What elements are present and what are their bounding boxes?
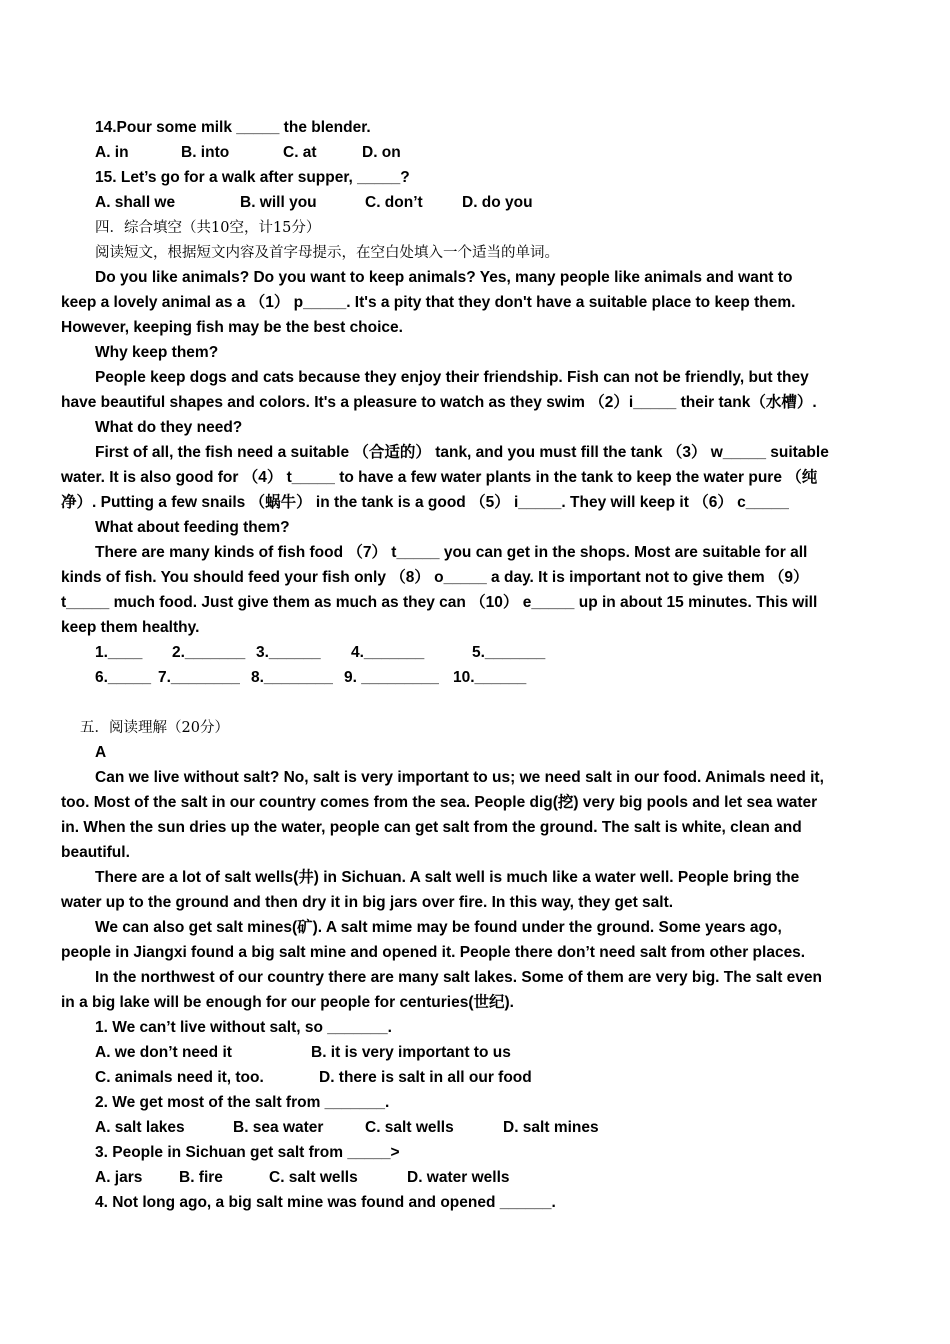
section4-line: First of all, the fish need a suitable （合适的） tank, and you must fill the tank （3） w_____ suitable [95, 444, 829, 461]
answer-blank: 9. _________ [344, 669, 439, 686]
q15-option-a: A. shall we [95, 194, 176, 211]
passage-label: A [95, 744, 107, 761]
passage-line: We can also get salt mines(矿). A salt mime may be found under the ground. Some years ago, [95, 919, 782, 936]
passage-line: in. When the sun dries up the water, people can get salt from the ground. The salt is white, clean and [61, 819, 802, 836]
section4-line: kinds of fish. You should feed your fish only （8） o_____ a day. It is important not to give them （9） [61, 569, 809, 586]
passage-line: people in Jiangxi found a big salt mine and opened it. People there don’t need salt from other places. [61, 944, 806, 961]
passage-line: There are a lot of salt wells(井) in Sichuan. A salt well is much like a water well. People bring the [95, 869, 800, 886]
passage-line: Can we live without salt? No, salt is very important to us; we need salt in our food. Animals need it, [95, 769, 824, 786]
question-1-options-row2 [95, 1068, 895, 1088]
question-2-option-b: B. sea water [233, 1119, 324, 1136]
q15-option-d: D. do you [462, 194, 533, 211]
answer-blank: 10.______ [453, 669, 527, 686]
passage-line: too. Most of the salt in our country comes from the sea. People dig(挖) very big pools and let sea water [61, 794, 818, 811]
section4-line: Do you like animals? Do you want to keep animals? Yes, many people like animals and want to [95, 269, 793, 286]
section4-instructions: 阅读短文，根据短文内容及首字母提示，在空白处填入一个适当的单词。 [95, 245, 559, 261]
section4-answers-row2 [95, 668, 895, 688]
section4-line: keep them healthy. [61, 619, 200, 636]
question-2-option-c: C. salt wells [365, 1119, 454, 1136]
q14-stem: 14.Pour some milk _____ the blender. [95, 119, 371, 136]
passage-line: beautiful. [61, 844, 130, 861]
answer-blank: 1.____ [95, 644, 143, 661]
section4-heading-feeding: What about feeding them? [95, 519, 290, 536]
q15-option-c: C. don’t [365, 194, 423, 211]
q14-option-c: C. at [283, 144, 317, 161]
answer-blank: 7.________ [158, 669, 240, 686]
q15-options [95, 193, 895, 213]
question-2-options [95, 1118, 895, 1138]
section4-line: water. It is also good for （4） t_____ to have a few water plants in the tank to keep the water pure （纯 [61, 469, 818, 486]
q14-option-d: D. on [362, 144, 401, 161]
section4-line: have beautiful shapes and colors. It's a pleasure to watch as they swim （2）i_____ their tank（水槽）. [61, 394, 817, 411]
passage-line: in a big lake will be enough for our people for centuries(世纪). [61, 994, 514, 1011]
answer-blank: 6._____ [95, 669, 152, 686]
question-1-stem: 1. We can’t live without salt, so _______. [95, 1019, 392, 1036]
question-2-option-d: D. salt mines [503, 1119, 599, 1136]
question-3-options [95, 1168, 895, 1188]
answer-blank: 5._______ [472, 644, 546, 661]
question-2-option-a: A. salt lakes [95, 1119, 185, 1136]
question-1-option-d: D. there is salt in all our food [319, 1069, 532, 1086]
question-3-option-c: C. salt wells [269, 1169, 358, 1186]
question-3-option-d: D. water wells [407, 1169, 510, 1186]
q14-option-a: A. in [95, 144, 129, 161]
section4-heading-why: Why keep them? [95, 344, 219, 361]
question-1-option-c: C. animals need it, too. [95, 1069, 264, 1086]
passage-line: In the northwest of our country there are many salt lakes. Some of them are very big. The salt even [95, 969, 822, 986]
q15-stem: 15. Let’s go for a walk after supper, _____? [95, 169, 410, 186]
section4-line: t_____ much food. Just give them as much as they can （10） e_____ up in about 15 minutes. This will [61, 594, 818, 611]
section4-line: keep a lovely animal as a （1） p_____. It's a pity that they don't have a suitable place to keep them. [61, 294, 796, 311]
section4-line: People keep dogs and cats because they enjoy their friendship. Fish can not be friendly, but they [95, 369, 809, 386]
question-2-stem: 2. We get most of the salt from _______. [95, 1094, 390, 1111]
question-1-option-a: A. we don’t need it [95, 1044, 232, 1061]
section4-line: 净）. Putting a few snails （蜗牛） in the tank is a good （5） i_____. They will keep it （6） c_____ [61, 494, 789, 511]
question-3-stem: 3. People in Sichuan get salt from _____> [95, 1144, 400, 1161]
question-1-options-row1 [95, 1043, 895, 1063]
answer-blank: 8.________ [251, 669, 333, 686]
section4-answers-row1 [95, 643, 895, 663]
question-3-option-a: A. jars [95, 1169, 143, 1186]
section4-title: 四．综合填空（共10空，计15分） [95, 220, 321, 236]
answer-blank: 2._______ [172, 644, 246, 661]
section4-line: There are many kinds of fish food （7） t_____ you can get in the shops. Most are suitable for all [95, 544, 808, 561]
q14-options [95, 143, 895, 163]
section4-heading-need: What do they need? [95, 419, 243, 436]
answer-blank: 4._______ [351, 644, 425, 661]
section4-line: However, keeping fish may be the best choice. [61, 319, 403, 336]
section5-title: 五．阅读理解（20分） [80, 720, 229, 736]
question-4-stem: 4. Not long ago, a big salt mine was found and opened ______. [95, 1194, 556, 1211]
passage-line: water up to the ground and then dry it in big jars over fire. In this way, they get salt. [61, 894, 674, 911]
q14-option-b: B. into [181, 144, 230, 161]
question-3-option-b: B. fire [179, 1169, 223, 1186]
question-1-option-b: B. it is very important to us [311, 1044, 511, 1061]
answer-blank: 3.______ [256, 644, 321, 661]
q15-option-b: B. will you [240, 194, 317, 211]
